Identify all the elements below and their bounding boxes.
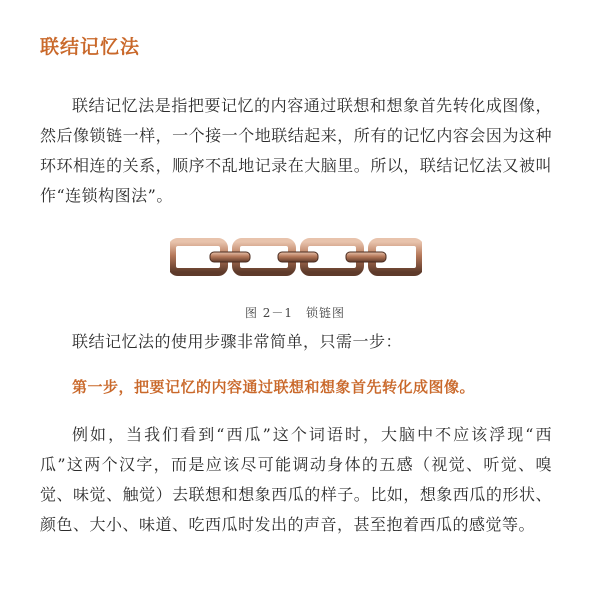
chain-links-edge <box>210 252 386 262</box>
step-one-heading: 第一步，把要记忆的内容通过联想和想象首先转化成图像。 <box>72 378 476 396</box>
section-title: 联结记忆法 <box>40 36 141 58</box>
example-paragraph: 例如，当我们看到“西瓜”这个词语时，大脑中不应该浮现“西瓜”这两个汉字，而是应该尽可能调动身体的五感（视觉、听觉、嗅觉、味觉、触觉）去联想和想象西瓜的样子。比如，想象西瓜的形状、颜色、大小、味道、吃西瓜时发出的声音，甚至抱着西瓜的感觉等。 <box>40 425 552 534</box>
chain-illustration <box>170 234 422 282</box>
figure-caption: 图 2－1 锁链图 <box>244 306 346 320</box>
steps-intro-paragraph: 联结记忆法的使用步骤非常简单，只需一步： <box>72 332 403 351</box>
intro-paragraph: 联结记忆法是指把要记忆的内容通过联想和想象首先转化成图像，然后像锁链一样，一个接一个地联结起来，所有的记忆内容会因为这种环环相连的关系，顺序不乱地记录在大脑里。所以，联结记忆法又被叫作“连锁构图法”。 <box>40 96 552 205</box>
